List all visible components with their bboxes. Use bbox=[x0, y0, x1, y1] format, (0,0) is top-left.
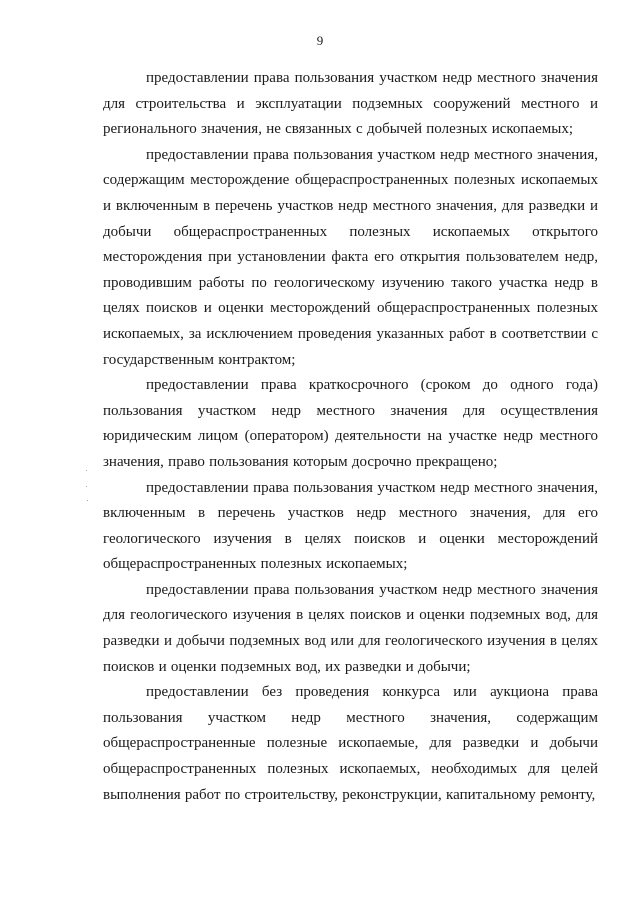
paragraph-underground-structures: предоставлении права пользования участком недр местного значения для строительства и эксплуатации подземных сооружений местного и регионального значения, не связанных с добычей полезных ископаемых; bbox=[103, 70, 598, 138]
paragraph-short-term-use: предоставлении права краткосрочного (сроком до одного года) пользования участком недр местного значения для осуществления юридическим лицом (оператором) деятельности на участке недр местного значения, право пользования которым досрочно прекращено; bbox=[103, 377, 598, 470]
scan-artifact bbox=[86, 470, 87, 471]
scan-artifact bbox=[86, 486, 87, 487]
scan-artifact bbox=[87, 500, 88, 501]
page-number: 9 bbox=[316, 33, 324, 48]
paragraph-deposit-discovery: предоставлении права пользования участком недр местного значения, содержащим месторождение общераспространенных полезных ископаемых и включенным в перечень участков недр местного значения, для разведки и добычи общераспространенных полезных ископаемых открытого месторождения при установлении факта его открытия пользователем недр, проводившим работы по геологическому изучению такого участка недр в целях поисков и оценки месторождений общераспространенных полезных ископаемых, за исключением проведения указанных работ в соответствии с государственным контрактом; bbox=[103, 146, 598, 368]
paragraph-without-tender: предоставлении без проведения конкурса или аукциона права пользования участком недр местного значения, содержащим общераспространенные полезные ископаемые, для разведки и добычи общераспространенных полезных ископаемых, необходимых для целей выполнения работ по строительству, реконструкции, капитальному ремонту, bbox=[103, 684, 598, 803]
paragraph-groundwater: предоставлении права пользования участком недр местного значения для геологического изучения в целях поисков и оценки подземных вод, для разведки и добычи подземных вод или для геологического изучения в целях поисков и оценки подземных вод, их разведки и добычи; bbox=[103, 581, 598, 675]
document-body bbox=[103, 66, 598, 808]
paragraph-geological-study: предоставлении права пользования участком недр местного значения, включенным в перечень участков недр местного значения, для его геологического изучения в целях поисков и оценки месторождений общераспространенных полезных ископаемых; bbox=[103, 479, 598, 573]
